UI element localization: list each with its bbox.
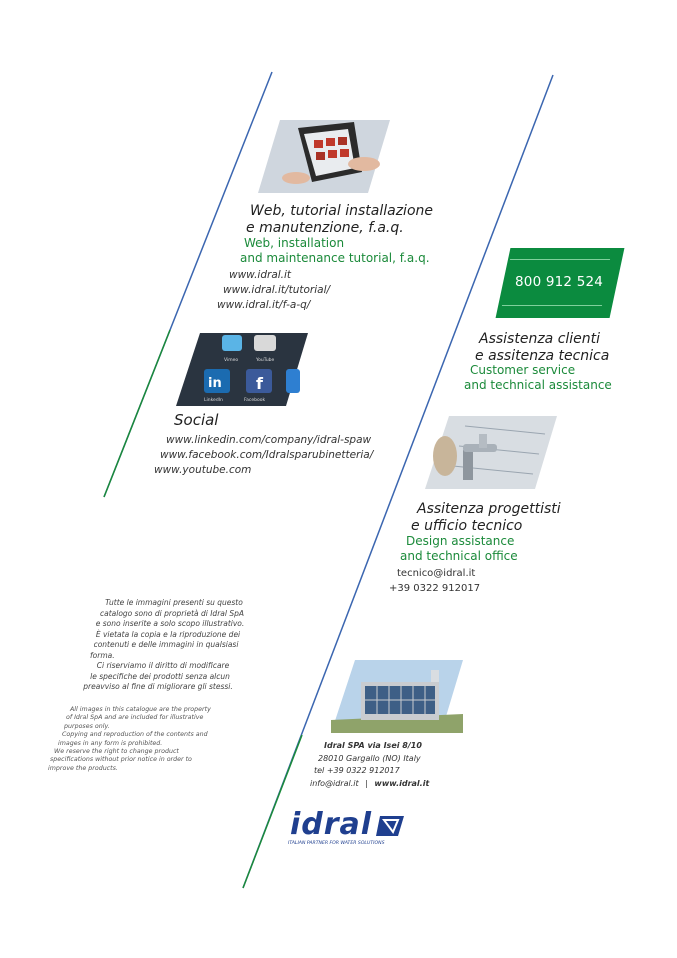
logo-drop-icon (376, 816, 404, 836)
faucet-blueprint-photo (425, 416, 557, 489)
disclaimer-it-line: e sono inserite a solo scopo illustrativo. (95, 619, 245, 628)
disclaimer-en-line: purposes only. (64, 722, 110, 730)
phone-box-line-top (510, 259, 610, 260)
company-separator: | (365, 778, 368, 788)
disclaimer-it-line: È vietata la copia e la riproduzione dei (95, 629, 241, 639)
svg-text:in: in (208, 376, 222, 391)
web-link-home[interactable]: www.idral.it (229, 269, 292, 281)
design-sub-line1: Design assistance (406, 534, 515, 548)
company-line1 (324, 740, 429, 753)
web-heading (246, 203, 433, 237)
disclaimer-it-line: Tutte le immagini presenti su questo (105, 598, 243, 607)
customer-sub-line2: and technical assistance (464, 378, 612, 392)
disclaimer-english (48, 706, 238, 773)
design-email[interactable]: tecnico@idral.it (397, 568, 476, 579)
disclaimer-it-line: Ci riserviamo il diritto di modificare (96, 661, 230, 670)
disclaimer-it-line: preavviso al fine di migliorare gli stessi. (83, 682, 233, 691)
customer-heading-line1: Assistenza clienti (479, 331, 601, 347)
social-link-linkedin[interactable]: www.linkedin.com/company/idral-spaw (166, 434, 372, 446)
headquarters-photo (331, 660, 463, 733)
logo-tagline: ITALIAN PARTNER FOR WATER SOLUTIONS (288, 841, 385, 846)
disclaimer-en-line: of Idral SpA and are included for illustrative (66, 714, 204, 722)
design-phone[interactable]: +39 0322 912017 (389, 583, 481, 594)
disclaimer-en-line: images in any form is prohibited. (58, 739, 163, 747)
disclaimer-it-line: forma. (90, 650, 115, 660)
web-links (217, 268, 331, 313)
disclaimer-en-line: Copying and reproduction of the contents and (62, 731, 208, 739)
company-email[interactable]: info@idral.it (310, 778, 359, 788)
web-sub-line2: and maintenance tutorial, f.a.q. (240, 251, 430, 265)
design-heading-line2: e ufficio tecnico (411, 518, 523, 534)
web-sub-line1: Web, installation (244, 236, 345, 250)
web-link-tutorial[interactable]: www.idral.it/tutorial/ (223, 284, 331, 296)
web-link-faq[interactable]: www.idral.it/f-a-q/ (217, 299, 311, 311)
disclaimer-it-line: contenuti e delle immagini in qualsiasi (93, 640, 239, 649)
phone-box-line-bottom (502, 305, 602, 306)
social-icon-label-linkedin: LinkedIn (204, 398, 223, 403)
design-contacts (389, 566, 481, 596)
design-heading-line1: Assitenza progettisti (417, 501, 561, 517)
web-subheading (240, 236, 430, 266)
customer-heading (475, 331, 610, 365)
disclaimer-it-line: catalogo sono di proprietà di Idral SpA (99, 608, 244, 618)
disclaimer-italian (66, 598, 266, 693)
social-heading: Social (174, 411, 219, 429)
idral-logo (288, 807, 420, 850)
social-link-facebook[interactable]: www.facebook.com/Idralsparubinetteria/ (160, 449, 374, 461)
disclaimer-en-line: We reserve the right to change product (54, 748, 179, 756)
web-heading-line2: e manutenzione, f.a.q. (246, 220, 404, 236)
customer-sub-line1: Customer service (470, 363, 576, 377)
disclaimer-en-line: All images in this catalogue are the property (70, 706, 211, 713)
social-icon-label-facebook: Facebook (244, 398, 266, 403)
social-icon-label-youtube: YouTube (256, 358, 275, 363)
social-link-youtube[interactable]: www.youtube.com (154, 464, 252, 476)
design-sub-line2: and technical office (400, 549, 518, 563)
toll-free-number[interactable]: 800 912 524 (515, 274, 604, 290)
company-address (310, 740, 430, 790)
logo-wordmark: idral (290, 807, 373, 842)
social-links (154, 433, 374, 478)
company-web[interactable]: www.idral.it (374, 778, 430, 788)
disclaimer-it-line: le specifiche dei prodotti senza alcun (90, 671, 230, 681)
web-heading-line1: Web, tutorial installazione (250, 203, 433, 219)
customer-subheading (464, 363, 612, 393)
company-line2: 28010 Gargallo (NO) Italy (318, 753, 421, 763)
design-heading (411, 501, 561, 535)
tablet-photo (258, 120, 390, 193)
design-subheading (400, 534, 518, 564)
company-line3[interactable]: tel +39 0322 912017 (314, 766, 400, 775)
disclaimer-en-line: improve the products. (48, 764, 118, 772)
social-icon-label-vimeo: Vimeo (224, 358, 239, 363)
customer-heading-line2: e assitenza tecnica (475, 348, 610, 364)
company-name: Idral SPA via Isei 8/10 (324, 741, 422, 750)
social-apps-photo (176, 333, 308, 406)
company-line4 (310, 778, 429, 791)
disclaimer-en-line: specifications without prior notice in order to (50, 756, 192, 764)
svg-text:f: f (256, 374, 263, 393)
